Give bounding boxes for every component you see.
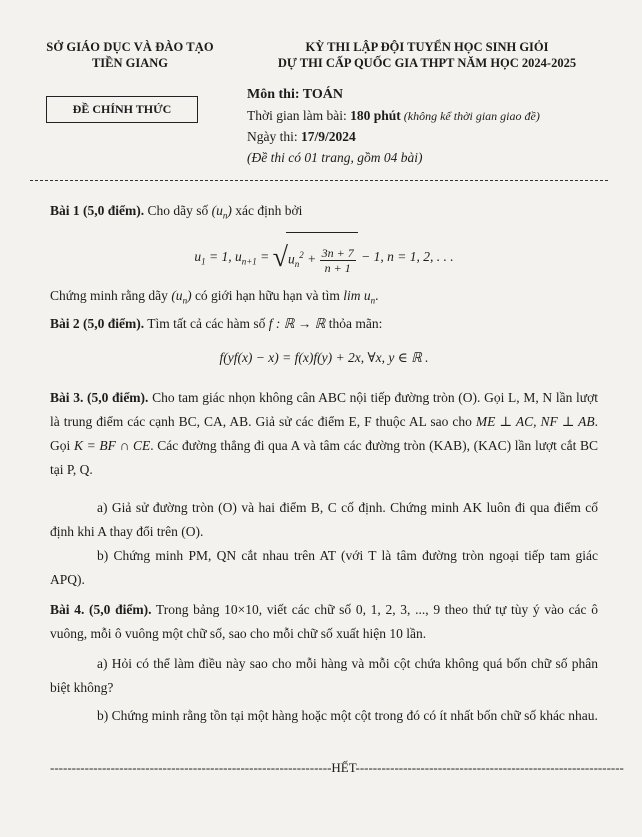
problem-3-point-k: K = BF ∩ CE bbox=[73, 438, 151, 453]
end-label: HẾT bbox=[331, 760, 356, 775]
exam-subtitle: DỰ THI CẤP QUỐC GIA THPT NĂM HỌC 2024-2025 bbox=[277, 56, 577, 70]
end-dashes-right: -------------------------------------------------------------- bbox=[355, 760, 624, 775]
department-header bbox=[30, 40, 230, 71]
date-value: 17/9/2024 bbox=[301, 129, 356, 144]
problem-2-title: Bài 2 (5,0 điểm). bbox=[50, 316, 145, 331]
province-name: TIỀN GIANG bbox=[91, 56, 169, 70]
sqrt-symbol: √ bbox=[272, 242, 289, 274]
seq-sub: n bbox=[222, 210, 228, 221]
problem-3-part-b: b) Chứng minh PM, QN cắt nhau trên AT (với T là tâm đường tròn ngoại tiếp tam giác APQ). bbox=[50, 548, 598, 587]
task-seq-sub: n bbox=[182, 295, 188, 306]
formula-fraction bbox=[320, 246, 356, 275]
problem-1-title: Bài 1 (5,0 điểm). bbox=[50, 203, 145, 218]
problem-2-intro bbox=[50, 312, 598, 336]
formula-start: u bbox=[194, 249, 202, 265]
official-exam-badge: ĐỀ CHÍNH THỨC bbox=[46, 96, 198, 123]
problem-3-part-a: a) Giả sử đường tròn (O) và hai điểm B, C cố định. Chứng minh AK luôn đi qua điểm cố định khi A thay đổi trên (O). bbox=[50, 500, 598, 539]
task-dot: . bbox=[375, 288, 379, 303]
task-text: Chứng minh rằng dãy bbox=[50, 288, 172, 303]
date-prefix: Ngày thi: bbox=[247, 129, 301, 144]
formula-u1 bbox=[194, 249, 273, 267]
header-separator bbox=[30, 180, 608, 181]
date-line bbox=[247, 126, 540, 147]
task-end: có giới hạn hữu hạn và tìm bbox=[191, 288, 344, 303]
time-line bbox=[247, 105, 540, 126]
end-marker bbox=[50, 760, 624, 776]
fraction-denominator: n + 1 bbox=[324, 260, 351, 275]
time-note: (không kể thời gian giao đề) bbox=[400, 109, 540, 123]
problem-1-intro-end: xác định bởi bbox=[231, 203, 303, 218]
problem-1-formula bbox=[50, 232, 598, 275]
exam-header bbox=[232, 40, 622, 71]
formula-tail: − 1, n = 1, 2, . . . bbox=[357, 249, 454, 265]
seq-open: (u bbox=[211, 203, 223, 218]
problem-2-intro-text: Tìm tất cả các hàm số bbox=[144, 316, 269, 331]
problem-3-text3: . Các đường thẳng đi qua A và tâm các đường tròn (KAB), (KAC) lần lượt cắt BC tại P, Q. bbox=[50, 438, 599, 477]
formula-sub2: n+1 bbox=[241, 256, 257, 267]
problem-3-statement bbox=[50, 386, 598, 482]
problem-4-text: Trong bảng 10×10, viết các chữ số 0, 1, 2, 3, ..., 9 theo thứ tự tùy ý vào các ô vuông, mỗi ô vuông một chữ số, sao cho mỗi chữ số xuất hiện 10 lần. bbox=[50, 602, 598, 641]
problem-2-equation: f(yf(x) − x) = f(x)f(y) + 2x, ∀x, y ∈ ℝ . bbox=[219, 350, 429, 365]
problem-3-text2: . Gọi bbox=[50, 414, 599, 453]
problem-4-statement bbox=[50, 598, 598, 646]
pages-note: (Đề thi có 01 trang, gồm 04 bài) bbox=[247, 150, 423, 165]
problem-3-condition: ME ⊥ AC, NF ⊥ AB bbox=[475, 414, 595, 429]
problem-2-intro-end: thỏa mãn: bbox=[325, 316, 383, 331]
task-seq-open: (u bbox=[171, 288, 183, 303]
task-seq-close: ) bbox=[187, 288, 192, 303]
problem-1-intro bbox=[50, 199, 598, 228]
problem-2-function: f : ℝ → ℝ bbox=[268, 316, 326, 331]
end-dashes-left: ----------------------------------------------------------------- bbox=[50, 760, 332, 775]
department-name: SỞ GIÁO DỤC VÀ ĐÀO TẠO bbox=[46, 40, 214, 54]
task-limit bbox=[343, 288, 376, 306]
problem-3-text1: Cho tam giác nhọn không cân ABC nội tiếp đường tròn (O). Gọi L, M, N lần lượt là trung điểm các cạnh BC, CA, AB. Giả sử các điểm E, F thuộc AL sao cho bbox=[50, 390, 598, 429]
formula-sqrt bbox=[273, 232, 358, 284]
formula-u: u bbox=[288, 251, 295, 267]
fraction-numerator: 3n + 7 bbox=[321, 245, 354, 260]
lim-text: lim u bbox=[343, 288, 371, 303]
sqrt-content bbox=[286, 232, 358, 284]
problem-1-task bbox=[50, 284, 598, 313]
seq-close: ) bbox=[227, 203, 232, 218]
exam-title: KỲ THI LẬP ĐỘI TUYỂN HỌC SINH GIỎI bbox=[305, 40, 549, 54]
problem-4-part-a: a) Hỏi có thể làm điều này sao cho mỗi hàng và mỗi cột chứa không quá bốn chữ số phân biệt không? bbox=[50, 656, 598, 695]
problem-3-title: Bài 3. (5,0 điểm). bbox=[50, 390, 149, 405]
problem-1-sequence bbox=[211, 203, 232, 221]
problem-4-part-b: b) Chứng minh rằng tồn tại một hàng hoặc một cột trong đó có ít nhất bốn chữ số khác nhau. bbox=[97, 708, 598, 723]
time-value: 180 phút bbox=[350, 108, 401, 123]
lim-sub: n bbox=[370, 295, 376, 306]
formula-sup3: 2 bbox=[299, 250, 304, 260]
problem-1-intro-text: Cho dãy số bbox=[144, 203, 212, 218]
time-prefix: Thời gian làm bài: bbox=[247, 108, 351, 123]
problem-4-title: Bài 4. (5,0 điểm). bbox=[50, 602, 152, 617]
formula-eq2: = bbox=[256, 249, 273, 265]
formula-sub1: 1 bbox=[201, 256, 206, 267]
formula-sub3: n bbox=[294, 259, 300, 270]
formula-plus: + bbox=[303, 251, 320, 267]
subject-line: Môn thi: TOÁN bbox=[247, 87, 343, 102]
task-sequence bbox=[171, 288, 192, 306]
formula-eq1: = 1, u bbox=[205, 249, 242, 265]
exam-meta bbox=[247, 84, 540, 168]
